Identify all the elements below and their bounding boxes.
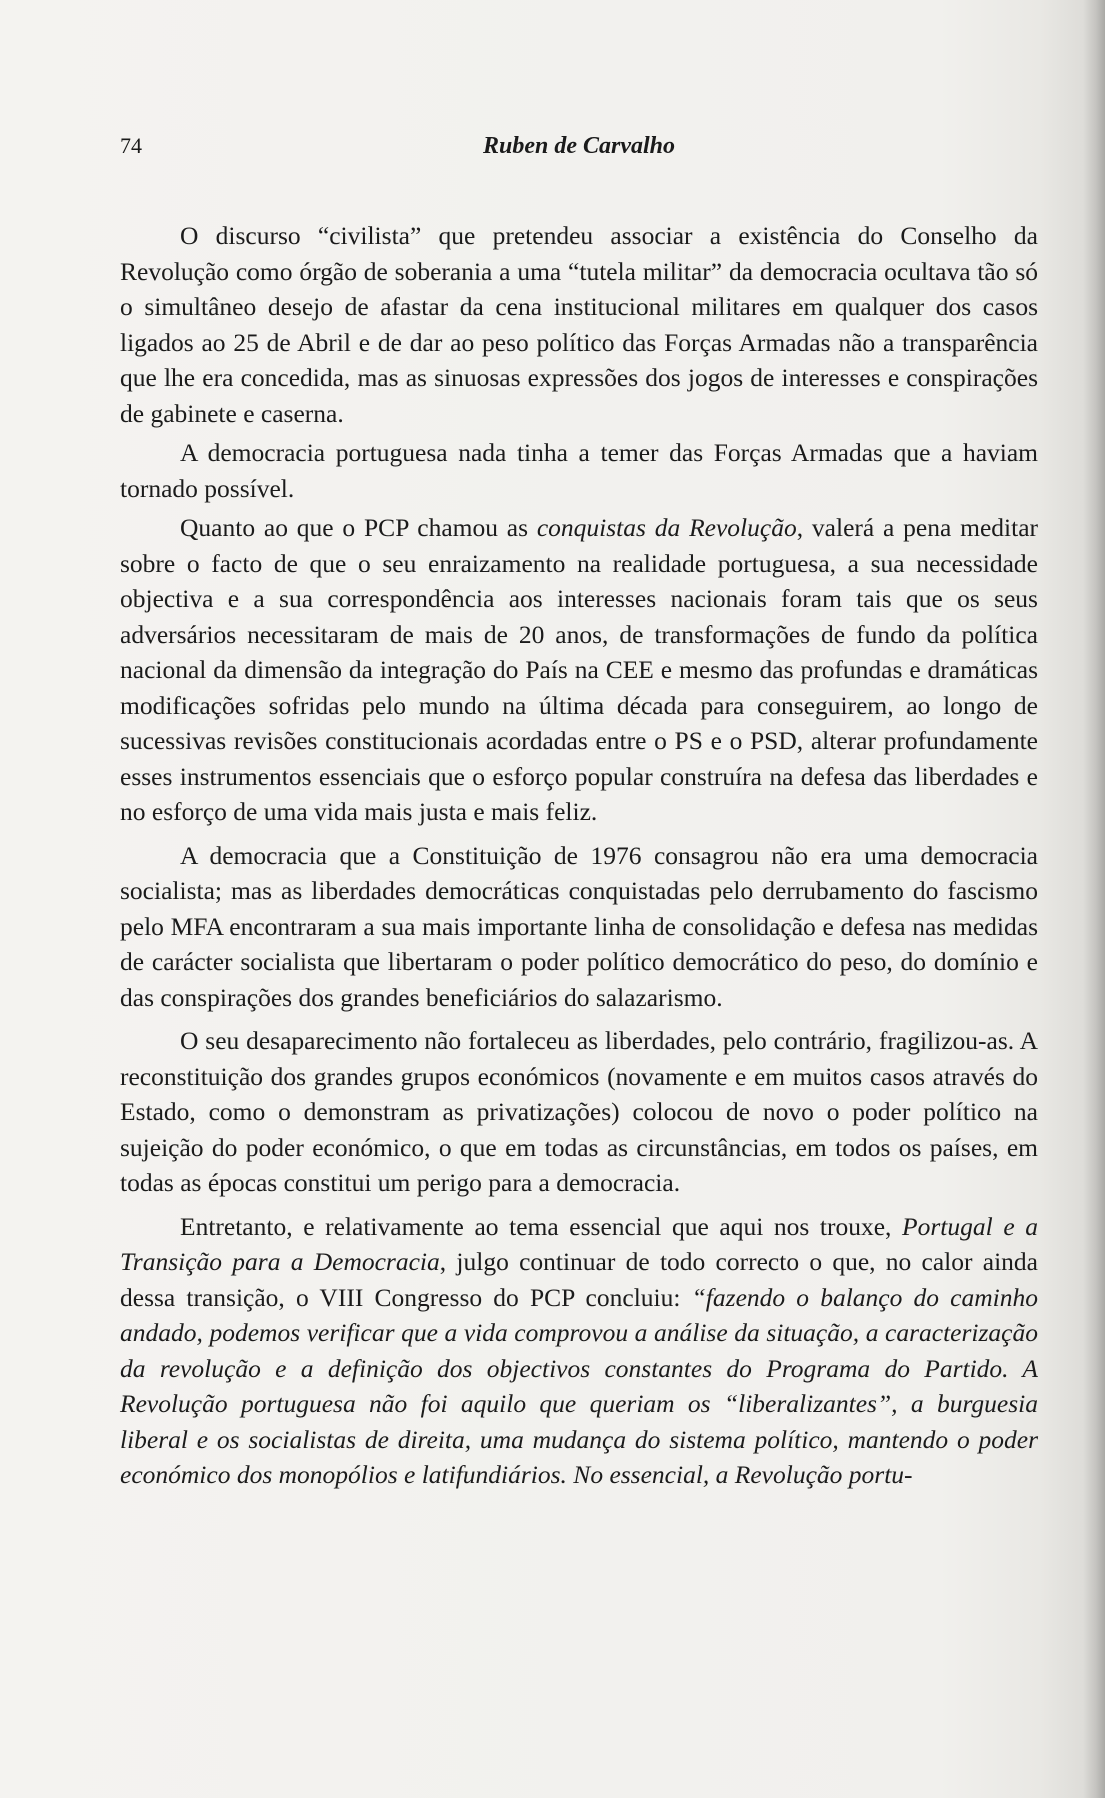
running-head-author: Ruben de Carvalho — [482, 133, 676, 159]
paragraph-3 — [120, 510, 1038, 830]
paragraph-4: A democracia que a Constituição de 1976 consagrou não era uma democracia socialista; mas as liberdades democráticas conquistadas pelo derrubamento do fascismo pelo MFA encontraram a sua mais importante linha de consolidação e defesa nas medidas de carácter socialista que libertaram o poder político democrático do peso, do domínio e das conspirações dos grandes beneficiários do salazarismo. — [120, 840, 1038, 1012]
paragraph-2: A democracia portuguesa nada tinha a temer das Forças Armadas que a haviam tornado possível. — [120, 438, 1038, 503]
paragraph-6-quotation: “fazendo o balanço do caminho andado, podemos verificar que a vida comprovou a análise da situação, a caracterização da revolução e a definição dos objectivos constantes do Programa do Partido. A Revolução portuguesa não foi aquilo que queriam os “liberalizantes”, a burguesia liberal e os socialistas de direita, uma mudança do sistema político, mantendo o poder económico dos monopólios e latifundiários. No essencial, a Revolução portu- — [120, 1282, 1039, 1489]
paragraph-5: O seu desaparecimento não fortaleceu as liberdades, pelo contrário, fragilizou-as. A reconstituição dos grandes grupos económicos (novamente e em muitos casos através do Estado, como o demonstram as privatizações) colocou de novo o poder político na sujeição do poder económico, o que em todas as circunstâncias, em todos os países, em todas as épocas constitui um perigo para a democracia. — [120, 1026, 1038, 1197]
paragraph-6-text-b: , julgo continuar de todo correcto o que, no calor ainda dessa transição, o VIII Congresso do PCP concluiu: — [120, 1247, 1038, 1312]
page-header — [120, 128, 1038, 164]
page-edge-shadow — [1083, 0, 1105, 1798]
paragraph-3-text-a: Quanto ao que o PCP chamou as — [180, 513, 537, 542]
paragraph-3-text-b: , valerá a pena meditar sobre o facto de que o seu enraizamento na realidade portuguesa, a sua necessidade objectiva e a sua correspondência aos interesses nacionais foram tais que os seus adversários necessitaram de mais de 20 anos, de transformações de fundo da política nacional da dimensão da integração do País na CEE e mesmo das profundas e dramáticas modificações sofridas pelo mundo na última década para conseguirem, ao longo de sucessivas revisões constitucionais acordadas entre o PS e o PSD, alterar profundamente esses instrumentos essenciais que o esforço popular construíra na defesa das liberdades e no esforço de uma vida mais justa e mais feliz. — [120, 513, 1039, 826]
paragraph-3-emphasis: conquistas da Revolução — [536, 513, 797, 542]
paragraph-6-book-title: Portugal e a Transição para a Democracia — [120, 1211, 1038, 1276]
paragraph-6-text-a: Entretanto, e relativamente ao tema essencial que aqui nos trouxe, — [180, 1211, 903, 1241]
page-number: 74 — [120, 133, 142, 158]
body-text — [120, 218, 1038, 1501]
paragraph-6 — [120, 1209, 1038, 1493]
paragraph-1: O discurso “civilista” que pretendeu associar a existência do Conselho da Revolução como órgão de soberania a uma “tutela militar” da democracia ocultava tão só o simultâneo desejo de afastar da cena institucional militares em qualquer dos casos ligados ao 25 de Abril e de dar ao peso político das Forças Armadas não a transparência que lhe era concedida, mas as sinuosas expressões dos jogos de interesses e conspirações de gabinete e caserna. — [120, 221, 1038, 428]
